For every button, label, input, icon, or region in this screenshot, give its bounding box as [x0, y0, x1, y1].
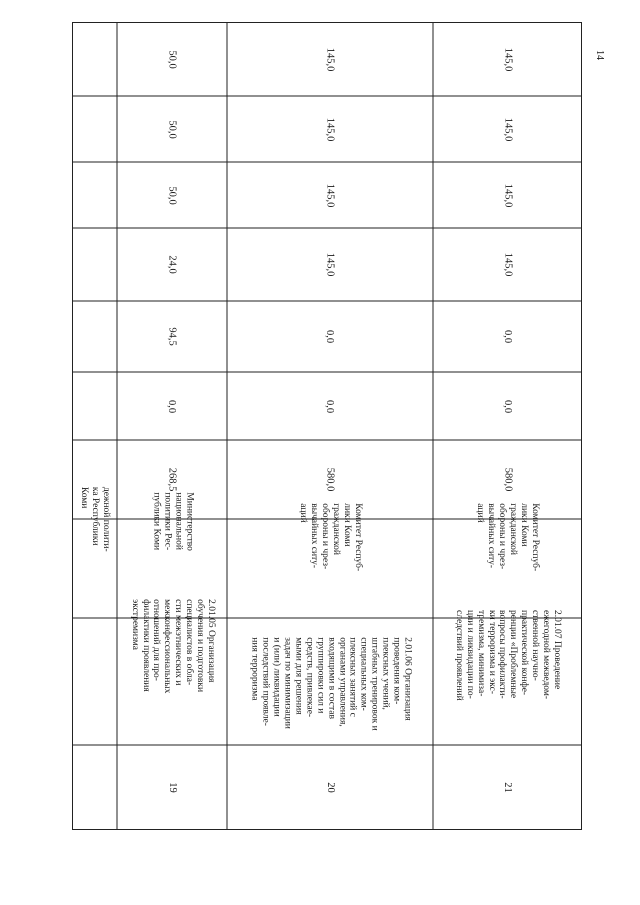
row-number: 21	[502, 782, 513, 793]
row-year-4: 50,0	[166, 185, 178, 205]
row-year-5: 50,0	[166, 119, 178, 139]
row-year-2: 94,5	[166, 327, 178, 346]
row-number: 19	[166, 782, 178, 793]
row-year-1: 0,0	[502, 399, 513, 413]
row-year-3: 24,0	[166, 255, 178, 274]
row-year-6: 145,0	[502, 47, 513, 71]
row-total: 268,5	[166, 467, 178, 492]
row-year-2: 0,0	[502, 329, 513, 344]
row-responsible: Комитет Респуб- лики Коми гражданской обороны и чрез- вычайных ситу- аций	[475, 503, 541, 572]
row-year-3: 145,0	[324, 252, 336, 277]
row-number: 20	[324, 782, 336, 793]
row-activity: 2.01.07 Проведение ежегодной межведом- ственной научно- практической конфе- ренции «Проблемные вопросы профилакти- ки терроризма и экс- тремизма, минимиза- ции и ликвидации по- следствий проявлений	[453, 610, 563, 701]
row-year-4: 145,0	[324, 183, 336, 207]
row-year-5: 145,0	[502, 117, 513, 141]
continuation-responsible: дежной полити- ка Республики Коми	[79, 486, 111, 552]
row-responsible: Министерство национальной политики Рес- публики Коми	[151, 492, 194, 551]
row-year-3: 145,0	[502, 252, 513, 277]
page-number: 14	[594, 50, 605, 60]
row-activity: 2.01.05 Организация обучения и подготовки специалистов в обла- сти межэтнических и межконфессиональных отношений для про- филактики проявления экстремизма	[129, 599, 216, 694]
row-year-6: 145,0	[324, 47, 336, 71]
row-year-5: 145,0	[324, 117, 336, 141]
row-year-1: 0,0	[324, 399, 336, 413]
row-activity: 2.01.06 Организация проведения ком- плексных учений, штабных тренировок и специальных ком- плексных занятий с органами управления, входящими в состав группировки сил и средств, привлекае- мыми для решения задач по минимизации и (или) ликвидации последствий проявле- ния терроризма	[249, 637, 412, 731]
row-year-4: 145,0	[502, 183, 513, 207]
row-year-6: 50,0	[166, 49, 178, 69]
row-year-2: 0,0	[324, 329, 336, 344]
row-total: 580,0	[502, 467, 513, 492]
budget-table	[72, 22, 582, 830]
row-total: 580,0	[324, 467, 336, 492]
row-year-1: 0,0	[166, 399, 178, 413]
row-responsible: Комитет Респуб- лики Коми гражданской обороны и чрез- вычайных ситу- аций	[298, 503, 363, 572]
